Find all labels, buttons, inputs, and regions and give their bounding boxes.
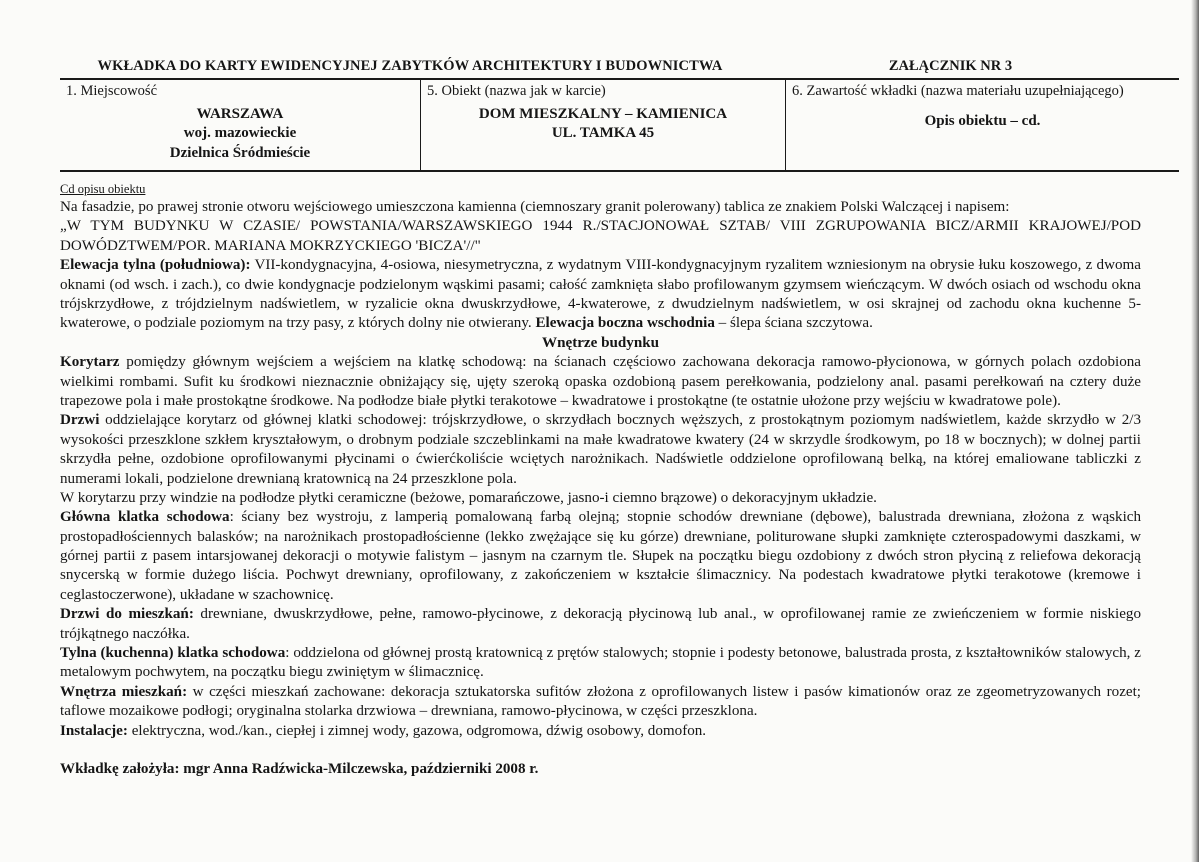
paragraph-rear-staircase <box>60 644 1141 683</box>
text-corridor: pomiędzy głównym wejściem a wejściem na klatkę schodową: na ścianach częściowo zachowana dekoracja ramowo-płycionowa, w górnych polach ozdobiona wielkimi rombami. Sufit ku środkowi nieznacznie obniżający się, ujęty szeroką opaska ozdobioną pasem perełkowania, podzielony anal. pasami perełkowań na cztery duże trapezowe pola i małe prostokątne środkowe. Na podłodze białe płytki terakotowe – kwadratowe i prostokątne (te ostatnie ułożone przy wejściu w kwadratowe pole). <box>60 354 1141 409</box>
object-address: UL. TAMKA 45 <box>551 125 655 142</box>
insert-content-value: Opis obiektu – cd. <box>924 112 1041 129</box>
paragraph-apartment-interiors <box>60 683 1141 722</box>
label-east-elevation: Elewacja boczna wschodnia <box>535 315 715 332</box>
label-apartment-doors: Drzwi do mieszkań: <box>60 606 194 623</box>
document-header-titles <box>60 58 1141 75</box>
text-doors: oddzielające korytarz od głównej klatki schodowej: trójskrzydłowe, o skrzydłach bocznych węższych, z prostokątnym poziomym nadświetlem, każde skrzydło w 2/3 wysokości przeszklone szkłem kryształowym, o drobnym podziale szczeblinkami na małe kwadratowe kwatery (24 w skrzydle środkowym, po 18 w bocznych); w dolnej partii skrzydła pełne, ozdobione oprofilowanymi płycinami o ćwierćkoliście wciętych narożnikach. Nadświetle oddzielone oprofilowaną belką, na której emaliowane tabliczki z numerami lokali, podzielone drewnianą kratownicą na 24 przeszklone pola. <box>60 412 1141 487</box>
label-apartment-interiors: Wnętrza mieszkań: <box>60 683 188 700</box>
text-installations: elektryczna, wod./kan., ciepłej i zimnej wody, gazowa, odgromowa, dźwig osobowy, domofon. <box>127 722 707 739</box>
label-rear-staircase: Tylna (kuchenna) klatka schodowa <box>60 645 286 662</box>
label-corridor: Korytarz <box>60 354 120 371</box>
annex-number: ZAŁĄCZNIK NR 3 <box>888 58 1013 74</box>
cell-insert-content <box>786 79 1180 171</box>
object-name: DOM MIESZKALNY – KAMIENICA <box>478 105 728 122</box>
label-main-staircase: Główna klatka schodowa <box>60 509 230 526</box>
paragraph-main-staircase <box>60 508 1141 605</box>
paragraph-facade-plaque: „W TYM BUDYNKU W CZASIE/ POWSTANIA/WARSZAWSKIEGO 1944 R./STACJONOWAŁ SZTAB/ VIII ZGRUPOWANIA BICZ/ARMII KRAJOWEJ/POD DOWÓDZTWEM/POR. MARIANA MOKRZYCKIEGO 'BICZA'//" <box>60 218 1141 254</box>
label-doors: Drzwi <box>60 412 100 429</box>
paragraph-doors <box>60 411 1141 489</box>
author-signature: Wkładkę założyła: mgr Anna Radźwicka-Milczewska, październiki 2008 r. <box>60 761 539 777</box>
text-main-staircase: : ściany bez wystroju, z lamperią pomalowaną farbą olejną; stopnie schodów drewniane (dębowe), balustrada drewniana, złożona z wąskich prostopadłościennych balasków; na narożnikach prostopadłościenne (lekko zwężające się ku górze) drewniane, politurowane słupki zamknięte czterospadowymi daszkami, w górnej partii z pasem intarsjowanej dekoracji o motywie falistym – jasnym na czarnym tle. Słupek na początku biegu ozdobiony z dwóch stron płyciną z reliefowa dekoracją snycerską w formie dużego liścia. Pochwyt drewniany, oprofilowany, z zakończeniem w kształcie ślimacznicy. Na podestach kwadratowe płytki terakotowe (kremowe i ceglastoczerwone), układane w szachownicę. <box>60 509 1142 603</box>
text-rear-staircase: : oddzielona od głównej prostą kratownicą z prętów stalowych; stopnie i podesty betonowe, balustrada prosta, z kształtowników stalowych, z metalowym pochwytem, na początku biegu zwiniętym w ślimacznicę. <box>60 645 1141 681</box>
text-apartment-doors: drewniane, dwuskrzydłowe, pełne, ramowo-płycinowe, z dekoracją płycinową lub anal., w oprofilowanej ramie ze zwieńczeniem w formie niskiego trójkątnego naczółka. <box>60 606 1141 642</box>
paragraph-facade-line1: Na fasadzie, po prawej stronie otworu wejściowego umieszczona kamienna (ciemnoszary granit polerowany) tablica ze znakiem Polski Walczącej i napisem: <box>60 199 1010 216</box>
locality-city: WARSZAWA <box>196 105 284 122</box>
text-apartment-interiors: w części mieszkań zachowane: dekoracja sztukatorska sufitów złożona z oprofilowanych listew i pasów kimationów oraz ze zgeometryzowanych rozet; taflowe mozaikowe podłogi; oryginalna stolarka drzwiowa – drewniana, ramowo-płycinowa, w części przeszklona. <box>60 683 1141 720</box>
field-label-insert-content: 6. Zawartość wkładki (nazwa materiału uzupełniającego) <box>792 83 1124 99</box>
label-installations: Instalacje: <box>60 722 128 739</box>
paragraph-installations <box>60 722 1141 741</box>
paragraph-corridor <box>60 353 1141 411</box>
continuation-note: Cd opisu obiektu <box>60 182 146 197</box>
text-east-elevation: – ślepa ściana szczytowa. <box>714 315 873 332</box>
paragraph-rear-elevation <box>60 256 1141 334</box>
field-label-object: 5. Obiekt (nazwa jak w karcie) <box>427 83 606 99</box>
document-content <box>60 58 1141 793</box>
label-rear-elevation: Elewacja tylna (południowa): <box>60 257 251 274</box>
scan-edge <box>1191 0 1199 862</box>
cell-object <box>421 79 786 171</box>
heading-building-interior: Wnętrze budynku <box>542 334 659 351</box>
metadata-table <box>60 78 1179 172</box>
text-rear-elevation: VII-kondygnacyjna, 4-osiowa, niesymetryczna, z wydatnym VIII-kondygnacyjnym ryzalitem wzniesionym na obrysie łuku koszowego, z dwoma oknami (od wsch. i zach.), co dwie kondygnacje podzielonym wąskimi pasami; całość zamknięta słabo profilowanym gzymsem wieńczącym. W dwóch osiach od wschodu okna trójskrzydłowe, z trójdzielnym nadświetlem, w ryzalicie okna dwuskrzydłowe, 4-kwaterowe, z dwudzielnym nadświetlem, w osi skrajnej od zachodu okna kuchenne 5-kwaterowe, o podziale poziomym na trzy pasy, z których dolny nie otwierany. <box>60 257 1141 332</box>
form-title: WKŁADKA DO KARTY EWIDENCYJNEJ ZABYTKÓW ARCHITEKTURY I BUDOWNICTWA <box>97 58 723 74</box>
locality-district: Dzielnica Śródmieście <box>169 145 311 162</box>
locality-voivodeship: woj. mazowieckie <box>183 125 297 142</box>
field-label-locality: 1. Miejscowość <box>66 83 158 99</box>
table-row <box>60 79 1179 171</box>
paragraph-elevator-corridor: W korytarzu przy windzie na podłodze płytki ceramiczne (beżowe, pomarańczowe, jasno-i ciemno brązowe) o dekoracyjnym układzie. <box>60 489 877 506</box>
cell-locality <box>60 79 421 171</box>
paragraph-apartment-doors <box>60 605 1141 644</box>
